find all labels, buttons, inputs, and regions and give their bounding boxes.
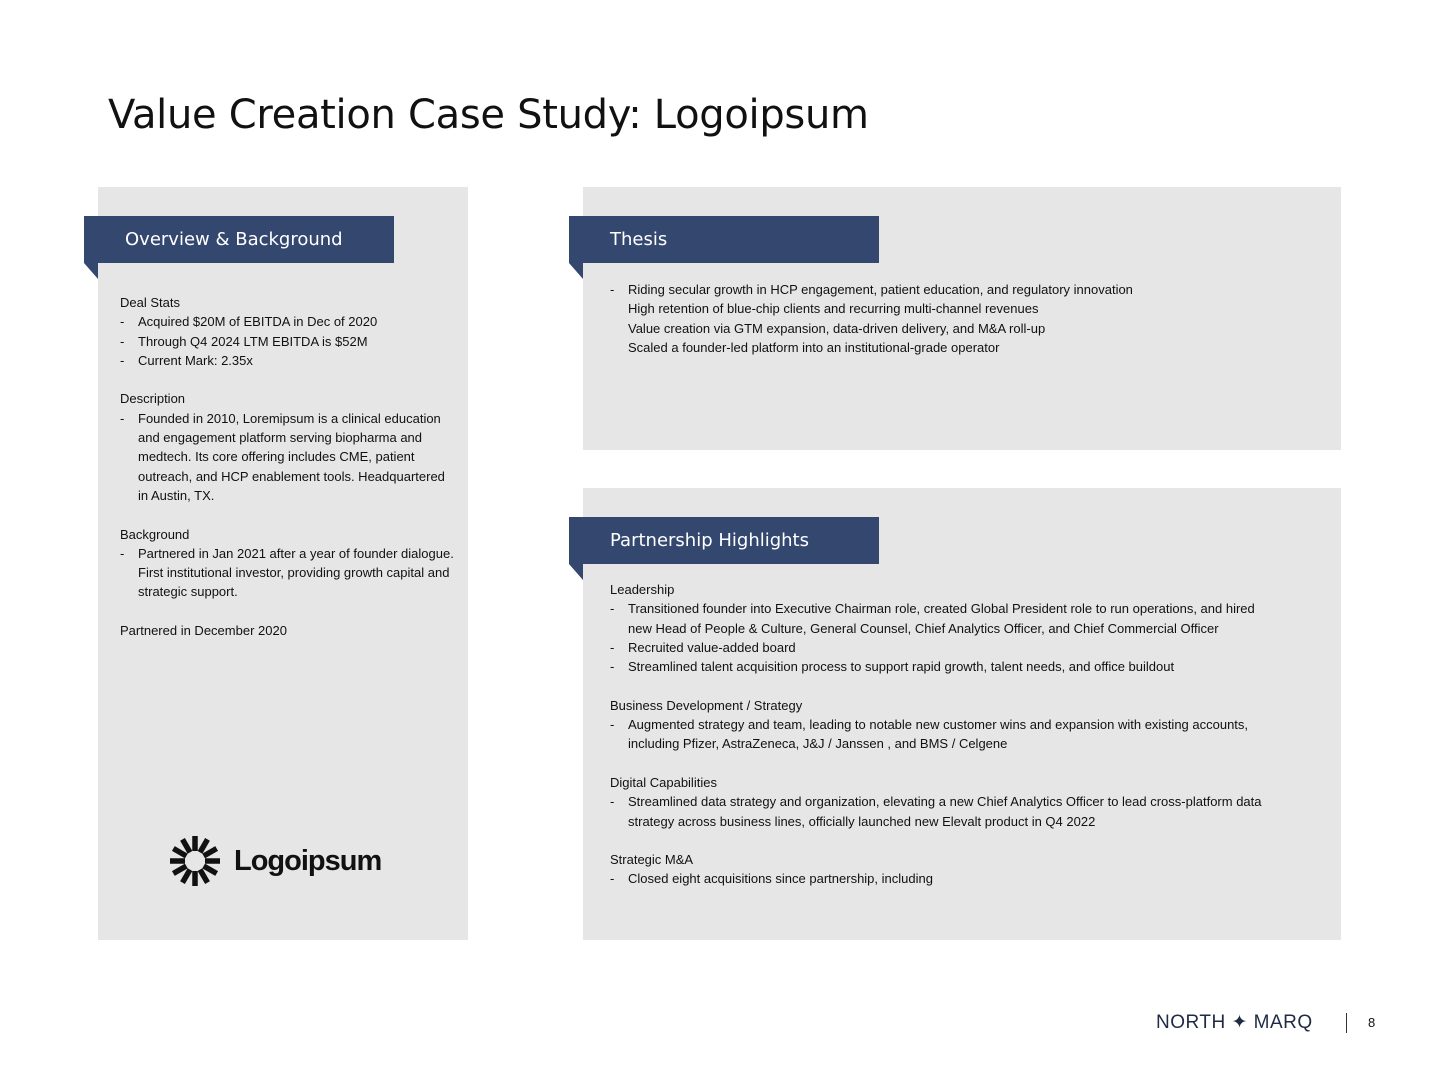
starburst-icon <box>168 834 222 888</box>
page-number: 8 <box>1368 1015 1376 1030</box>
background-text: - Partnered in Jan 2021 after a year of founder dialogue. First institutional investor, providing growth capital and strategic support. <box>120 545 454 600</box>
ma-heading: Strategic M&A <box>610 852 694 868</box>
thesis-tab-fold <box>569 263 583 279</box>
logo-wordmark: Logoipsum <box>234 844 382 877</box>
description-text: - Founded in 2010, Loremipsum is a clinical education and engagement platform serving biopharma and medtech. Its core offering includes CME, patient outreach, and HCP enablement tools. Headquartered in Austin, TX. <box>120 410 445 503</box>
list-item: Value creation via GTM expansion, data-driven delivery, and M&A roll-up <box>628 320 1046 336</box>
list-item: High retention of blue-chip clients and recurring multi-channel revenues <box>628 301 1039 317</box>
digital-heading: Digital Capabilities <box>610 774 717 790</box>
thesis-text <box>610 280 1310 357</box>
list-item: Scaled a founder-led platform into an institutional-grade operator <box>628 339 1000 355</box>
company-logo <box>168 834 381 888</box>
description-heading: Description <box>120 391 186 407</box>
highlights-text <box>610 580 1282 889</box>
highlights-tab-fold <box>569 564 583 580</box>
list-item: - Acquired $20M of EBITDA in Dec of 2020 <box>120 314 378 330</box>
list-item: - Transitioned founder into Executive Chairman role, created Global President role to run operations, and hired new Head of People & Culture, General Counsel, Chief Analytics Officer, and Chief Commercial Officer <box>610 601 1255 636</box>
leadership-heading: Leadership <box>610 582 675 597</box>
list-item: - Recruited value-added board <box>610 639 796 655</box>
list-item: - Streamlined talent acquisition process to support rapid growth, talent needs, and office buildout <box>610 659 1175 675</box>
partnered-note: Partnered in December 2020 <box>120 623 287 639</box>
list-item: - Current Mark: 2.35x <box>120 352 253 368</box>
list-item: - Augmented strategy and team, leading to notable new customer wins and expansion with existing accounts, including Pfizer, AstraZeneca, J&J / Janssen , and BMS / Celgene <box>610 717 1249 752</box>
thesis-tab: Thesis <box>569 216 879 263</box>
overview-text <box>120 293 455 640</box>
deal-stats-heading: Deal Stats <box>120 295 180 310</box>
bizdev-heading: Business Development / Strategy <box>610 697 803 713</box>
page-title: Value Creation Case Study: Logoipsum <box>108 92 869 138</box>
list-item: - Through Q4 2024 LTM EBITDA is $52M <box>120 333 368 349</box>
list-item: - Closed eight acquisitions since partnership, including <box>610 871 933 887</box>
highlights-tab: Partnership Highlights <box>569 517 879 564</box>
footer-divider <box>1346 1013 1347 1033</box>
background-heading: Background <box>120 526 190 542</box>
list-item: - Riding secular growth in HCP engagement, patient education, and regulatory innovation <box>610 282 1133 297</box>
overview-tab-fold <box>84 263 98 279</box>
overview-tab: Overview & Background <box>84 216 394 263</box>
list-item: - Streamlined data strategy and organization, elevating a new Chief Analytics Officer to lead cross-platform data strategy across business lines, officially launched new Elevalt product in Q4 2022 <box>610 794 1262 829</box>
footer-brand-logo: NORTH ✦ MARQ <box>1156 1012 1313 1033</box>
